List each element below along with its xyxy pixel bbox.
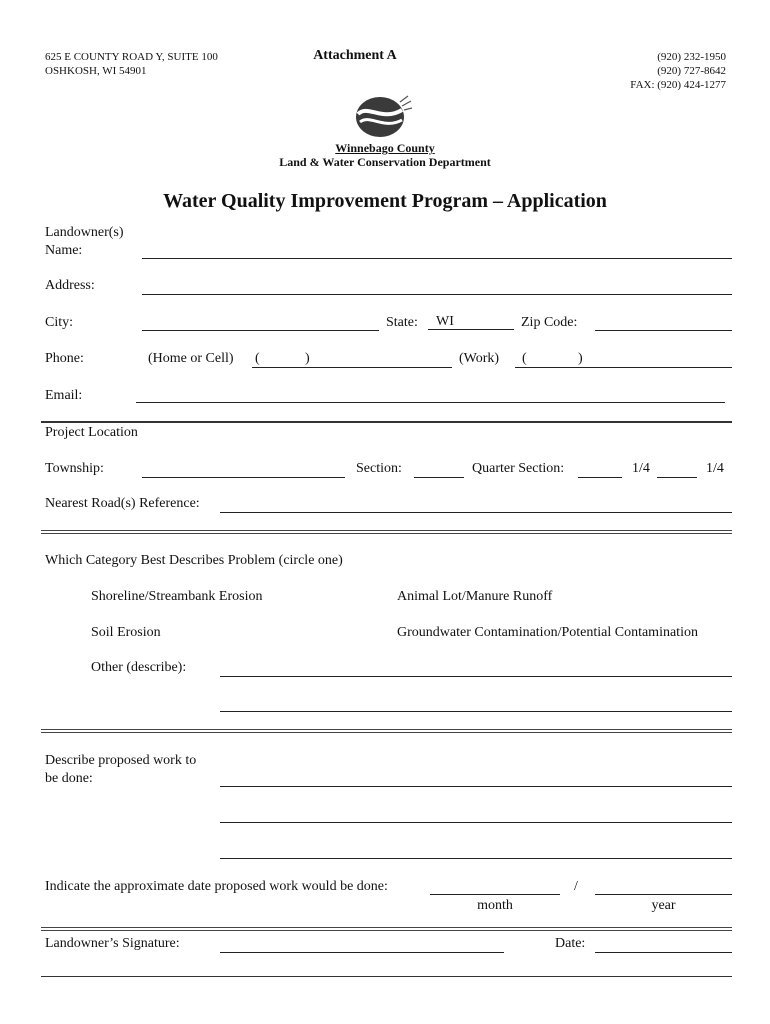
county-name: Winnebago County bbox=[335, 141, 435, 155]
name-label-line-1: Landowner(s) bbox=[45, 225, 124, 240]
quarter-field-2[interactable] bbox=[657, 477, 697, 478]
proposed-work-label-line-1: Describe proposed work to bbox=[45, 753, 197, 768]
township-field[interactable] bbox=[142, 477, 345, 478]
category-option-soil-erosion[interactable]: Soil Erosion bbox=[91, 625, 161, 640]
proposed-work-line-1[interactable] bbox=[220, 786, 732, 787]
project-location-heading: Project Location bbox=[45, 425, 138, 440]
proposed-work-label-line-2: be done: bbox=[45, 771, 93, 786]
month-field[interactable] bbox=[430, 894, 560, 895]
proposed-work-line-2[interactable] bbox=[220, 822, 732, 823]
category-option-shoreline[interactable]: Shoreline/Streambank Erosion bbox=[91, 589, 263, 604]
department-block bbox=[235, 141, 535, 169]
section-divider bbox=[41, 729, 732, 733]
name-label-line-2: Name: bbox=[45, 243, 83, 258]
signature-date-label: Date: bbox=[555, 936, 586, 951]
city-label: City: bbox=[45, 315, 74, 330]
date-slash: / bbox=[574, 879, 578, 894]
name-field[interactable] bbox=[142, 258, 732, 259]
quarter-unit-2: 1/4 bbox=[706, 461, 724, 476]
bottom-rule bbox=[41, 976, 732, 977]
approximate-date-prompt: Indicate the approximate date proposed work would be done: bbox=[45, 879, 388, 894]
signature-field[interactable] bbox=[220, 952, 504, 953]
quarter-section-label: Quarter Section: bbox=[472, 461, 565, 476]
month-caption: month bbox=[477, 898, 513, 913]
quarter-unit-1: 1/4 bbox=[632, 461, 650, 476]
work-area-close: ) bbox=[578, 351, 583, 366]
state-label: State: bbox=[386, 315, 418, 330]
work-phone-field[interactable] bbox=[515, 367, 732, 368]
section-label: Section: bbox=[356, 461, 402, 476]
department-name: Land & Water Conservation Department bbox=[279, 155, 491, 169]
signature-date-field[interactable] bbox=[595, 952, 732, 953]
work-phone-label: (Work) bbox=[459, 351, 500, 366]
category-option-animal-lot[interactable]: Animal Lot/Manure Runoff bbox=[397, 589, 553, 604]
address-field[interactable] bbox=[142, 294, 732, 295]
city-field[interactable] bbox=[142, 330, 379, 331]
section-divider bbox=[41, 421, 732, 423]
county-logo-icon bbox=[352, 92, 414, 140]
work-area-open: ( bbox=[522, 351, 527, 366]
fax-number: FAX: (920) 424-1277 bbox=[630, 79, 726, 91]
category-option-groundwater[interactable]: Groundwater Contamination/Potential Contamination bbox=[397, 625, 698, 640]
home-area-open: ( bbox=[255, 351, 260, 366]
email-field[interactable] bbox=[136, 402, 725, 403]
phone-1: (920) 232-1950 bbox=[657, 51, 726, 63]
section-divider bbox=[41, 927, 732, 931]
address-line-1: 625 E COUNTY ROAD Y, SUITE 100 bbox=[45, 51, 218, 63]
other-field-line-1[interactable] bbox=[220, 676, 732, 677]
contact-numbers bbox=[560, 50, 726, 92]
signature-label: Landowner’s Signature: bbox=[45, 936, 180, 951]
office-address bbox=[45, 50, 218, 78]
section-field[interactable] bbox=[414, 477, 464, 478]
proposed-work-label bbox=[45, 752, 196, 788]
year-caption: year bbox=[651, 898, 676, 913]
zip-field[interactable] bbox=[595, 330, 732, 331]
address-line-2: OSHKOSH, WI 54901 bbox=[45, 65, 147, 77]
other-label: Other (describe): bbox=[91, 660, 187, 675]
township-label: Township: bbox=[45, 461, 104, 476]
nearest-road-field[interactable] bbox=[220, 512, 732, 513]
home-area-close: ) bbox=[305, 351, 310, 366]
year-field[interactable] bbox=[595, 894, 732, 895]
email-label: Email: bbox=[45, 388, 83, 403]
home-phone-label: (Home or Cell) bbox=[148, 351, 234, 366]
phone-label: Phone: bbox=[45, 351, 84, 366]
state-field[interactable]: WI bbox=[428, 314, 514, 330]
category-heading: Which Category Best Describes Problem (circle one) bbox=[45, 553, 343, 568]
attachment-label: Attachment A bbox=[313, 48, 397, 63]
other-field-line-2[interactable] bbox=[220, 711, 732, 712]
quarter-field-1[interactable] bbox=[578, 477, 622, 478]
page-title: Water Quality Improvement Program – Application bbox=[163, 190, 607, 212]
home-phone-field[interactable] bbox=[252, 367, 452, 368]
name-label bbox=[45, 224, 124, 260]
proposed-work-line-3[interactable] bbox=[220, 858, 732, 859]
zip-label: Zip Code: bbox=[521, 315, 578, 330]
section-divider bbox=[41, 530, 732, 534]
nearest-road-label: Nearest Road(s) Reference: bbox=[45, 496, 200, 511]
address-label: Address: bbox=[45, 278, 95, 293]
phone-2: (920) 727-8642 bbox=[657, 65, 726, 77]
